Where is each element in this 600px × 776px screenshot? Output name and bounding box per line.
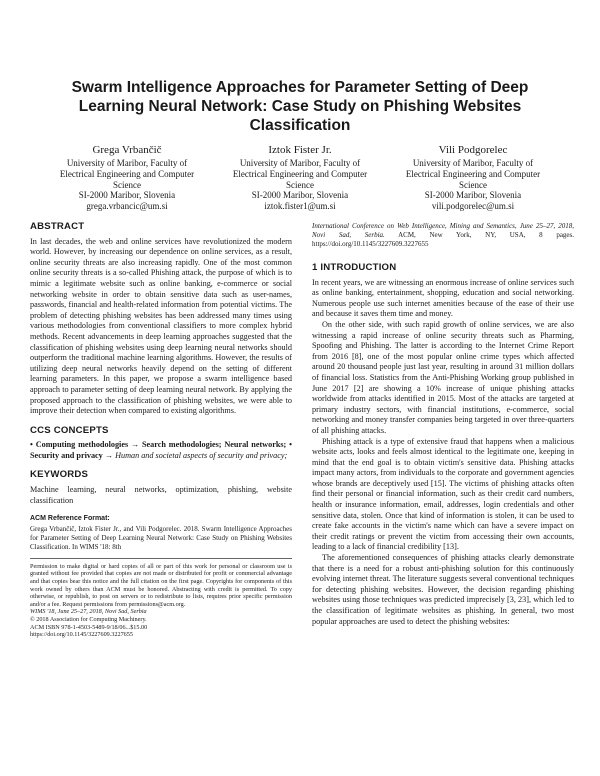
conference-name: International Conference on Web Intelligence, Mining and Semantics, June 25–27, 2018, Novi Sad, Serbia. (312, 222, 574, 239)
author-email: vili.podgorelec@um.si (431, 201, 515, 212)
author-affiliation: Science (286, 179, 314, 190)
author-name: Vili Podgorelec (438, 144, 508, 156)
reference-continuation (312, 222, 574, 249)
doi-line: https://doi.org/10.1145/3227609.3227655 (30, 631, 133, 639)
author-affiliation: University of Maribor, Faculty of (412, 158, 534, 168)
paper-title: Swarm Intelligence Approaches for Parameter Setting of Deep Learning Neural Network: Case Study on Phishing Websites Classification (71, 79, 529, 134)
ccs-concepts (30, 440, 292, 461)
author-name: Iztok Fister Jr. (268, 144, 332, 156)
author-affiliation: Electrical Engineering and Computer (59, 168, 195, 179)
footnote-divider (30, 558, 292, 559)
permission-notice: Permission to make digital or hard copies of all or part of this work for personal or classroom use is granted without fee provided that copies are not made or distributed for profit or commercial advantage and that copies bear this notice and the full citation on the first page. Copyrights for components of this work owned by others than ACM must be honored. Abstracting with credit is permitted. To copy otherwise, or republish, to post on servers or to redistribute to lists, requires prior specific permission and/or a fee. Request permissions from permissions@acm.org. (30, 562, 292, 608)
ccs-bullet-1: • Computing methodologies → Search methodologies; Neural networks; (30, 440, 287, 450)
author-affiliation: University of Maribor, Faculty of (239, 158, 361, 168)
intro-paragraph-3: Phishing attack is a type of extensive fraud that happens when a malicious website acts, looks and feels almost identical to the legitimate one, keeping in mind that the end goal is to obtain victim's sensitive data. Phishing attacks impact many actors, from individuals to the corporate and government agencies whose brands are deceptively used [15]. The victims of phishing attacks often find their personal or financial information, such as their credit card numbers, health or insurance information, email, addresses, login credentials and other sensitive data, stolen. Once that kind of information is stolen, it can be used to create fake accounts in the victim's name which can have a severe impact on their credit ratings or prevent the victim from accessing their own accounts, leading to a lack of financial credibility [13]. (312, 436, 574, 552)
ccs-bullet-2: • Security and privacy → (30, 440, 292, 460)
author-affiliation: Science (113, 179, 141, 190)
author-block (42, 144, 558, 212)
author-affiliation: University of Maribor, Faculty of (66, 158, 188, 168)
author-email: iztok.fister1@um.si (264, 201, 336, 212)
acm-reference-text: Grega Vrbančič, Iztok Fister Jr., and Vili Podgorelec. 2018. Swarm Intelligence Approaches for Parameter Setting of Deep Learning Neural Network: Case Study on Phishing Websites Classification. In WIMS '18: 8th (30, 524, 292, 551)
abstract-heading: ABSTRACT (30, 221, 85, 232)
introduction-heading: 1 INTRODUCTION (312, 262, 397, 273)
author-1 (42, 144, 212, 212)
author-affiliation: Electrical Engineering and Computer (232, 168, 368, 179)
reference-publisher: ACM, New York, NY, USA, 8 pages. https://doi.org/10.1145/3227609.3227655 (312, 231, 575, 248)
acm-reference-heading: ACM Reference Format: (30, 515, 110, 523)
author-name: Grega Vrbančič (92, 144, 162, 156)
ccs-bullet-2-detail: Human and societal aspects of security and privacy; (115, 450, 288, 460)
right-column (312, 222, 574, 627)
abstract-text: In last decades, the web and online services have revolutionized the modern world. However, by increasing our dependence on online services, as a result, online security threats are also increasing rapidly. One of the most common online security threats is a so-called Phishing attack, the purpose of which is to mimic a legitimate website such as online banking, e-commerce or social networking website in order to obtain sensitive data such as user-names, passwords, financial and health-related information from potential victims. The problem of detecting phishing websites has been addressed many times using various methodologies from conventional classifiers to more complex hybrid methods. Recent advancements in deep learning approaches suggested that the classification of phishing websites using deep learning neural networks should outperform the traditional machine learning algorithms. However, the results of utilizing deep neural networks heavily depend on the setting of different learning parameters. In this paper, we propose a swarm intelligence based approach to parameter setting of deep learning neural network. By applying the proposed approach to the classification of phishing websites, we were able to improve their detection when compared to existing algorithms. (30, 236, 292, 416)
author-affiliation: Science (459, 179, 487, 190)
intro-paragraph-2: On the other side, with such rapid growth of online services, we are also witnessing a rapid increase of online security threats such as Pharming, Spoofing and Phishing. The latter is according to the Internet Crime Report from 2016 [8], one of the most popular online crime types which affected around 20 thousand people just last year, resulting in around 31 million dollars of financial loss. Statistics from the Anti-Phishing Working group published in June 2017 [2] are showing a 10% increase of unique phishing attacks worldwide from attacks identified in 2015. Most of the attacks are targeted at primary industry sectors, with financial institutions, e-commerce, social networking and money transfer companies being targeted in over three-quarters of all phishing attacks. (312, 319, 574, 435)
author-city: SI-2000 Maribor, Slovenia (251, 190, 349, 201)
left-column (30, 222, 292, 639)
copyright-line: © 2018 Association for Computing Machinery. (30, 616, 147, 623)
author-3 (388, 144, 558, 212)
author-email: grega.vrbancic@um.si (86, 201, 168, 212)
isbn-line: ACM ISBN 978-1-4503-5489-9/18/06...$15.00 (30, 623, 148, 631)
author-city: SI-2000 Maribor, Slovenia (78, 190, 176, 201)
intro-paragraph-4: The aforementioned consequences of phishing attacks clearly demonstrate that there is a need for a robust anti-phishing solution for this continuously evolving internet threat. The literature suggests several conventional techniques for detecting phishing websites. However, the decision regarding phishing websites using those techniques was predicted imprecisely [3, 23], which led to the classification of legitimate websites as phishing. In general, two most popular approaches are used to detect the phishing websites: (312, 553, 574, 626)
keywords-text: Machine learning, neural networks, optimization, phishing, website classification (30, 485, 292, 505)
intro-paragraph-1: In recent years, we are witnessing an enormous increase of online services such as online banking, entertainment, shopping, education and social networking. Numerous people use such internet amenities because of the ease of their use and because it saves them time and money. (312, 277, 574, 319)
conference-line: WIMS '18, June 25–27, 2018, Novi Sad, Serbia (30, 608, 147, 616)
author-affiliation: Electrical Engineering and Computer (405, 168, 541, 179)
keywords-heading: KEYWORDS (30, 469, 89, 481)
ccs-heading: CCS CONCEPTS (30, 424, 109, 436)
author-2 (215, 144, 385, 212)
author-city: SI-2000 Maribor, Slovenia (424, 190, 522, 201)
